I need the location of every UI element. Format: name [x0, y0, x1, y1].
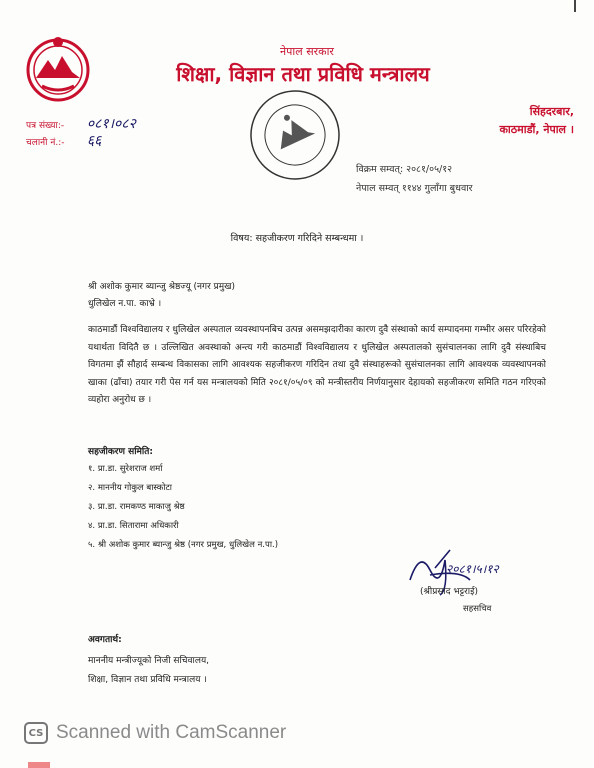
government-name: नेपाल सरकार: [280, 45, 334, 58]
scanner-watermark: [24, 718, 286, 748]
cc-recipient-line-1: माननीय मन्त्रीज्यूको निजी सचिवालय,: [88, 656, 210, 666]
date-vikram-sambat: विक्रम सम्वत्: २०८१/०५/१२: [356, 164, 453, 175]
dispatch-number-label: चलानी नं.:-: [26, 138, 65, 148]
committee-member: ५. श्री अशोक कुमार ब्यान्जु श्रेष्ठ (नगर प्रमुख, धुलिखेल न.पा.): [88, 540, 279, 550]
addressee-name: श्री अशोक कुमार ब्यान्जु श्रेष्ठज्यू (नगर प्रमुख): [88, 282, 236, 292]
scan-edge-mark-bottom: [28, 762, 50, 768]
letter-number-value: ०८१।०८२: [86, 116, 136, 132]
dispatch-number-row: [26, 131, 101, 150]
signer-name: (श्रीप्रसाद भट्टराई): [420, 587, 479, 597]
letter-body: काठमाडौं विश्वविद्यालय र धुलिखेल अस्पताल व्यवस्थापनबिच उत्पन्न असमझदारीका कारण दुवै संस्थाको कार्य सम्पादनमा गम्भीर असर परिरहेको यथार्थता विदितै छ । उल्लिखित अवस्थाको अन्त्य गरी काठमाडौं विश्वविद्यालय र धुलिखेल अस्पतालको सुसंचालनका लागि दुवै संस्थाबिच विगतमा झैं सौहार्द सम्बन्ध विकासका लागि आवश्यक सहजीकरण गरिदिन तथा दुवै संस्थाहरूको सुसंचालनका लागि आवश्यक व्यवस्थापनको खाका (ढाँचा) तयार गरी पेस गर्न यस मन्त्रालयको मिति २०८१/०५/०९ को मन्त्रीस्तरीय निर्णयानुसार देहायको सहजीकरण समिति गठन गरिएको व्यहोरा अनुरोध छ ।: [88, 325, 546, 405]
cc-recipient-line-2: शिक्षा, विज्ञान तथा प्रविधि मन्त्रालय ।: [88, 675, 207, 685]
committee-member: १. प्रा.डा. सुरेशराज शर्मा: [88, 464, 163, 474]
address-line-1: सिंहदरबार,: [529, 105, 574, 118]
committee-member: ४. प्रा.डा. सितारामा अधिकारी: [88, 521, 179, 531]
signer-designation: सहसचिव: [463, 604, 492, 614]
ministry-name: शिक्षा, विज्ञान तथा प्रविधि मन्त्रालय: [176, 62, 430, 86]
committee-title: सहजीकरण समिति:: [88, 447, 153, 457]
committee-member: ३. प्रा.डा. रामकण्ठ माकाजु श्रेष्ठ: [88, 502, 185, 512]
letter-subject: विषय: सहजीकरण गरिदिने सम्बन्धमा ।: [230, 233, 364, 244]
camscanner-label: Scanned with CamScanner: [56, 722, 287, 743]
address-line-2: काठमाडौं, नेपाल ।: [499, 123, 574, 136]
committee-member: २. माननीय गोकुल बास्कोटा: [88, 483, 172, 493]
official-stamp-icon: [246, 86, 344, 184]
cc-title: अवगतार्थ:: [88, 635, 122, 645]
letter-number-label: पत्र संख्या:-: [26, 121, 65, 131]
date-nepal-sambat: नेपाल सम्वत् ११४४ गुलाँगा बुधवार: [356, 183, 473, 194]
camscanner-logo-icon: CS: [24, 722, 48, 744]
dispatch-number-value: ६६: [86, 133, 102, 149]
addressee-address: धुलिखेल न.पा. काभ्रे ।: [88, 299, 162, 309]
signature-date: २०८१।५।१२: [446, 562, 499, 576]
scan-edge-mark: [574, 0, 576, 12]
